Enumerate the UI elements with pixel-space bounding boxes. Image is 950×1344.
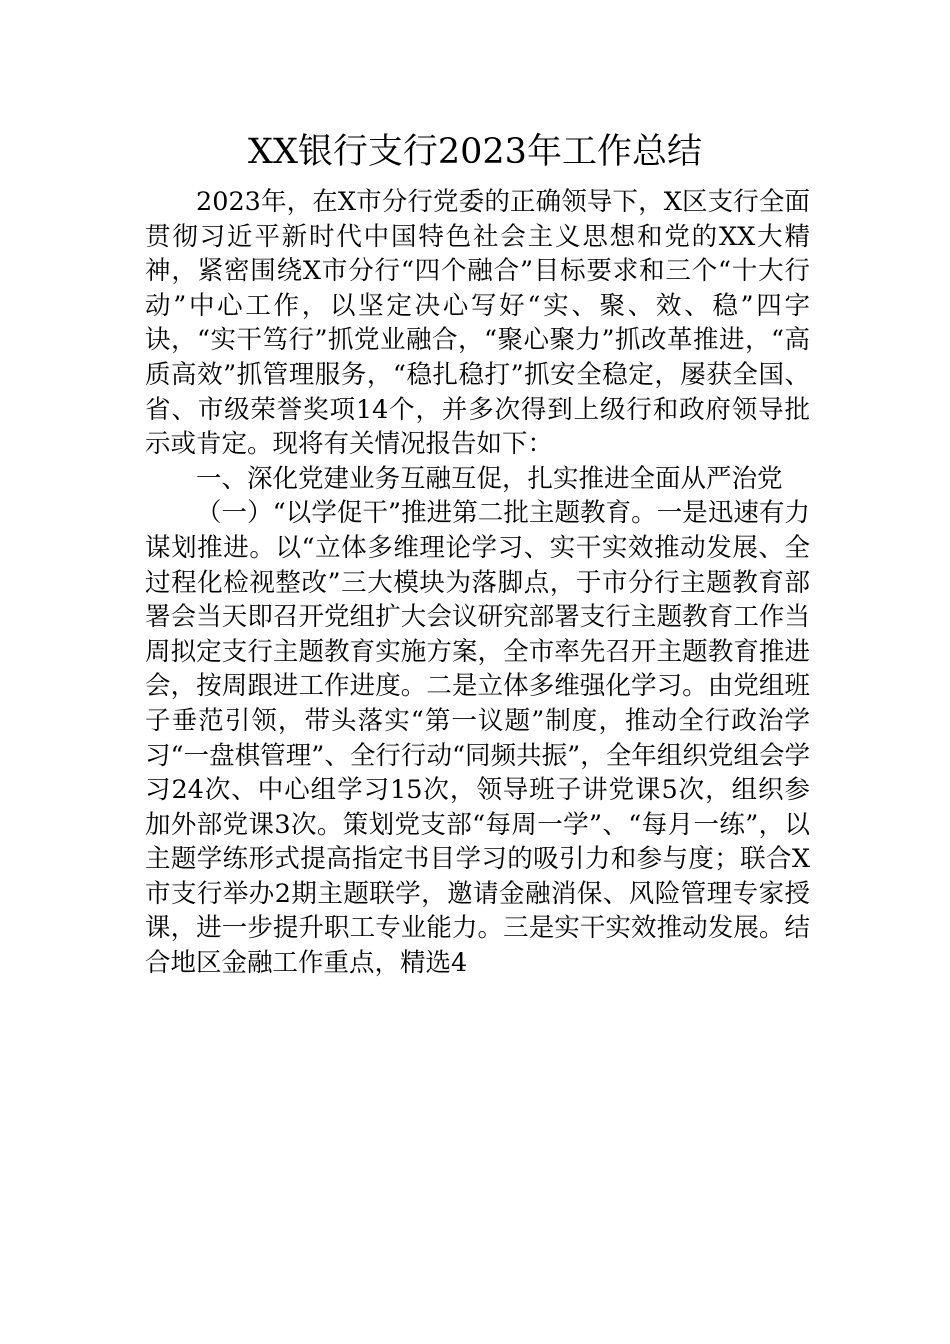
subsection-paragraph-1: （一）“以学促干”推进第二批主题教育。一是迅速有力谋划推进。以“立体多维理论学习、实干实效推动发展、全过程化检视整改”三大模块为落脚点，于市分行主题教育部署会当天即召开党组扩大会议研究部署支行主题教育工作当周拟定支行主题教育实施方案，全市率先召开主题教育推进会，按周跟进工作进度。二是立体多维强化学习。由党组班子垂范引领，带头落实“第一议题”制度，推动全行政治学习“一盘棋管理”、全行行动“同频共振”，全年组织党组会学习24次、中心组学习15次，领导班子讲党课5次，组织参加外部党课3次。策划党支部“每周一学”、“每月一练”，以主题学练形式提高指定书目学习的吸引力和参与度；联合X市支行举办2期主题联学，邀请金融消保、风险管理专家授课，进一步提升职工专业能力。三是实干实效推动发展。结合地区金融工作重点，精选4 xyxy=(145,498,810,979)
document-body xyxy=(145,185,810,981)
document-title: XX银行支行2023年工作总结 xyxy=(248,132,702,172)
intro-paragraph: 2023年，在X市分行党委的正确领导下，X区支行全面贯彻习近平新时代中国特色社会主义思想和党的XX大精神，紧密围绕X市分行“四个融合”目标要求和三个“十大行动”中心工作，以坚定决心写好“实、聚、效、稳”四字诀，“实干笃行”抓党业融合，“聚心聚力”抓改革推进，“高质高效”抓管理服务，“稳扎稳打”抓安全稳定，屡获全国、省、市级荣誉奖项14个，并多次得到上级行和政府领导批示或肯定。现将有关情况报告如下： xyxy=(145,187,810,460)
section-heading-1: 一、深化党建业务互融互促，扎实推进全面从严治党 xyxy=(196,463,783,494)
